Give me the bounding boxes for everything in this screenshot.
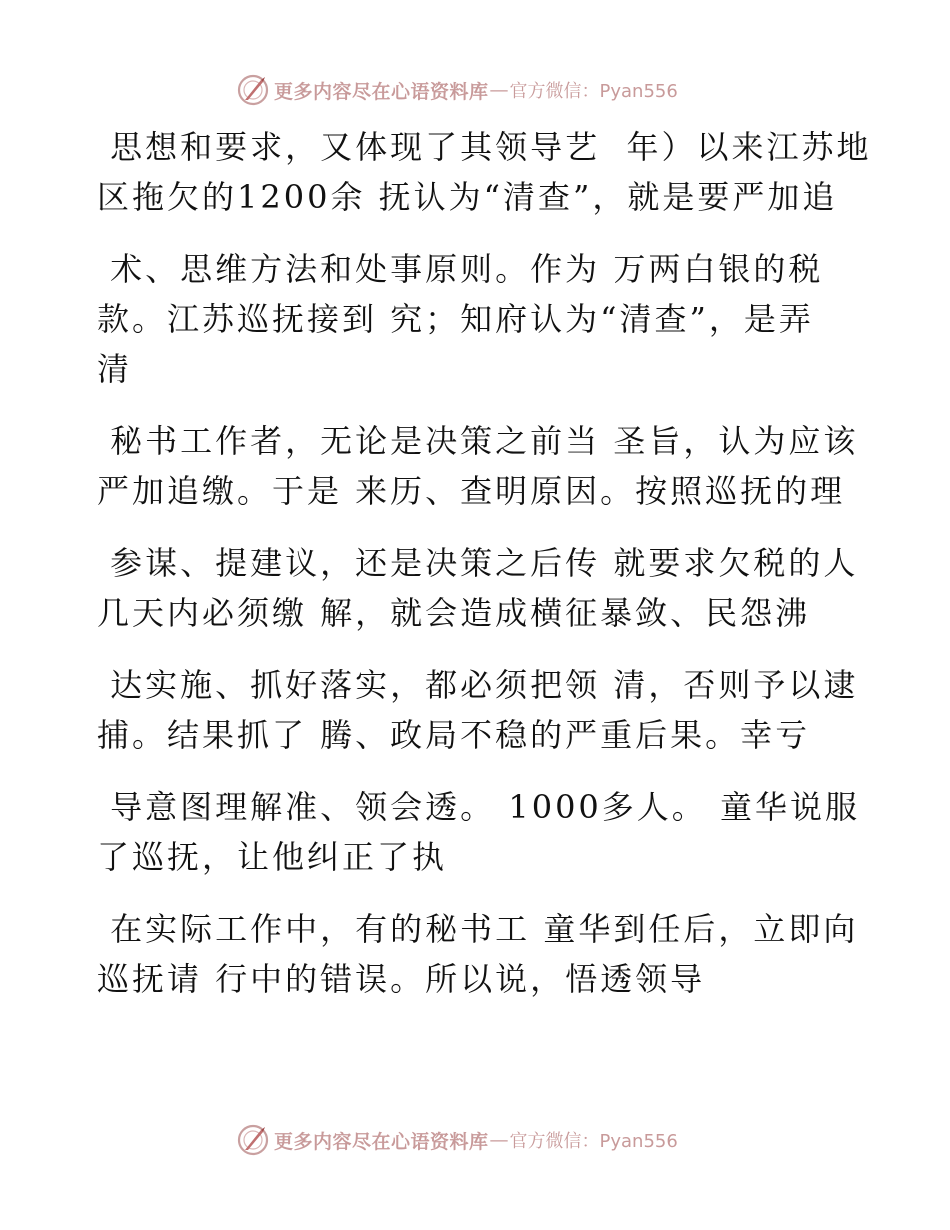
text-line: 区拖欠的1200余 抚认为“清查”，就是要严加追 (97, 178, 838, 216)
text-line: 巡抚请 行中的错误。所以说，悟透领导 (97, 960, 706, 998)
quill-logo-icon (236, 1123, 270, 1157)
watermark-wechat: 官方微信：Pyan556 (509, 1131, 678, 1152)
watermark-wechat: 官方微信：Pyan556 (509, 81, 678, 102)
text-line: 在实际工作中，有的秘书工 童华到任后，立即向 (97, 910, 859, 948)
watermark-footer (0, 1120, 950, 1160)
watermark-dash: — (489, 1129, 509, 1151)
text-line: 几天内必须缴 解，就会造成横征暴敛、民怨沸 (97, 594, 811, 632)
text-line: 款。江苏巡抚接到 究；知府认为“清查”，是弄 (97, 300, 814, 338)
text-line: 严加追缴。于是 来历、查明原因。按照巡抚的理 (97, 472, 846, 510)
text-line: 导意图理解准、领会透。 1000多人。 童华说服 (97, 788, 860, 826)
document-body (97, 122, 887, 1004)
text-line: 达实施、抓好落实，都必须把领 清，否则予以逮 (97, 666, 859, 704)
watermark-text: 更多内容尽在心语资料库 (274, 1130, 489, 1153)
watermark-dash: — (489, 79, 509, 101)
text-line: 捕。结果抓了 腾、政局不稳的严重后果。幸亏 (97, 716, 811, 754)
text-line: 思想和要求，又体现了其领导艺 年）以来江苏地 (97, 128, 872, 166)
watermark-header (0, 70, 950, 110)
text-line: 参谋、提建议，还是决策之后传 就要求欠税的人 (97, 544, 859, 582)
text-line: 清 (97, 350, 133, 388)
text-line: 秘书工作者，无论是决策之前当 圣旨，认为应该 (97, 422, 859, 460)
text-line: 了巡抚，让他纠正了执 (97, 838, 448, 876)
text-line: 术、思维方法和处事原则。作为 万两白银的税 (97, 250, 824, 288)
quill-logo-icon (236, 73, 270, 107)
watermark-text: 更多内容尽在心语资料库 (274, 80, 489, 103)
